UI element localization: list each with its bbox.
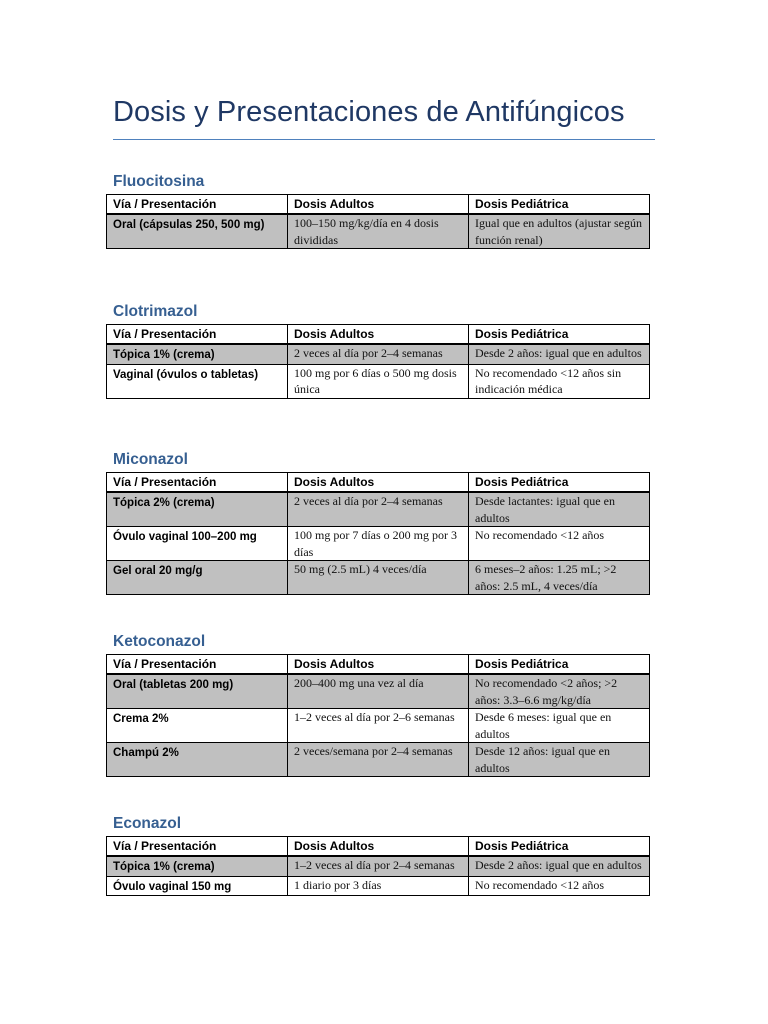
table-row — [107, 364, 650, 398]
column-header-presentation: Vía / Presentación — [107, 325, 288, 345]
drug-heading: Econazol — [113, 815, 182, 832]
column-header-pediatric-dose: Dosis Pediátrica — [469, 655, 650, 675]
title-divider — [113, 139, 655, 140]
column-header-adult-dose: Dosis Adultos — [288, 325, 469, 345]
drug-heading: Clotrimazol — [113, 303, 198, 320]
table-row — [107, 561, 650, 595]
cell-pediatric-dose: Igual que en adultos (ajustar según función renal) — [469, 214, 650, 249]
cell-pediatric-dose: 6 meses–2 años: 1.25 mL; >2 años: 2.5 mL, 4 veces/día — [469, 561, 650, 595]
drug-heading: Ketoconazol — [113, 633, 206, 650]
cell-adult-dose: 2 veces al día por 2–4 semanas — [288, 344, 469, 364]
drug-section — [106, 630, 649, 777]
dosage-table — [106, 836, 650, 896]
cell-adult-dose: 2 veces al día por 2–4 semanas — [288, 492, 469, 527]
cell-presentation: Tópica 1% (crema) — [107, 856, 288, 876]
cell-pediatric-dose: No recomendado <12 años — [469, 527, 650, 561]
column-header-adult-dose: Dosis Adultos — [288, 195, 469, 215]
table-header-row — [107, 473, 650, 493]
cell-presentation: Óvulo vaginal 150 mg — [107, 876, 288, 896]
column-header-presentation: Vía / Presentación — [107, 837, 288, 857]
dosage-table — [106, 654, 650, 777]
drug-section — [106, 170, 649, 249]
cell-presentation: Crema 2% — [107, 709, 288, 743]
column-header-presentation: Vía / Presentación — [107, 195, 288, 215]
cell-pediatric-dose: Desde lactantes: igual que en adultos — [469, 492, 650, 527]
cell-adult-dose: 2 veces/semana por 2–4 semanas — [288, 743, 469, 777]
cell-pediatric-dose: No recomendado <12 años — [469, 876, 650, 896]
dosage-table — [106, 194, 650, 249]
cell-presentation: Gel oral 20 mg/g — [107, 561, 288, 595]
table-row — [107, 214, 650, 249]
cell-pediatric-dose: Desde 2 años: igual que en adultos — [469, 856, 650, 876]
cell-pediatric-dose: No recomendado <2 años; >2 años: 3.3–6.6 mg/kg/día — [469, 674, 650, 709]
cell-adult-dose: 100–150 mg/kg/día en 4 dosis divididas — [288, 214, 469, 249]
column-header-adult-dose: Dosis Adultos — [288, 837, 469, 857]
column-header-pediatric-dose: Dosis Pediátrica — [469, 195, 650, 215]
table-row — [107, 344, 650, 364]
column-header-pediatric-dose: Dosis Pediátrica — [469, 473, 650, 493]
cell-presentation: Champú 2% — [107, 743, 288, 777]
table-header-row — [107, 655, 650, 675]
table-row — [107, 876, 650, 896]
column-header-presentation: Vía / Presentación — [107, 655, 288, 675]
table-row — [107, 743, 650, 777]
cell-adult-dose: 1–2 veces al día por 2–4 semanas — [288, 856, 469, 876]
cell-adult-dose: 50 mg (2.5 mL) 4 veces/día — [288, 561, 469, 595]
column-header-pediatric-dose: Dosis Pediátrica — [469, 837, 650, 857]
column-header-adult-dose: Dosis Adultos — [288, 473, 469, 493]
table-header-row — [107, 837, 650, 857]
cell-presentation: Vaginal (óvulos o tabletas) — [107, 364, 288, 398]
cell-presentation: Oral (tabletas 200 mg) — [107, 674, 288, 709]
cell-presentation: Oral (cápsulas 250, 500 mg) — [107, 214, 288, 249]
drug-section — [106, 300, 649, 399]
dosage-table — [106, 324, 650, 399]
table-header-row — [107, 325, 650, 345]
cell-adult-dose: 100 mg por 6 días o 500 mg dosis única — [288, 364, 469, 398]
table-header-row — [107, 195, 650, 215]
table-row — [107, 527, 650, 561]
dosage-table — [106, 472, 650, 595]
cell-adult-dose: 1–2 veces al día por 2–6 semanas — [288, 709, 469, 743]
cell-presentation: Tópica 1% (crema) — [107, 344, 288, 364]
cell-pediatric-dose: Desde 6 meses: igual que en adultos — [469, 709, 650, 743]
table-row — [107, 674, 650, 709]
table-row — [107, 709, 650, 743]
column-header-adult-dose: Dosis Adultos — [288, 655, 469, 675]
page-title: Dosis y Presentaciones de Antifúngicos — [113, 96, 625, 128]
cell-adult-dose: 1 diario por 3 días — [288, 876, 469, 896]
cell-pediatric-dose: Desde 2 años: igual que en adultos — [469, 344, 650, 364]
cell-presentation: Óvulo vaginal 100–200 mg — [107, 527, 288, 561]
cell-adult-dose: 100 mg por 7 días o 200 mg por 3 días — [288, 527, 469, 561]
drug-section — [106, 812, 649, 896]
cell-pediatric-dose: Desde 12 años: igual que en adultos — [469, 743, 650, 777]
cell-adult-dose: 200–400 mg una vez al día — [288, 674, 469, 709]
cell-pediatric-dose: No recomendado <12 años sin indicación médica — [469, 364, 650, 398]
cell-presentation: Tópica 2% (crema) — [107, 492, 288, 527]
drug-heading: Fluocitosina — [113, 173, 205, 190]
column-header-pediatric-dose: Dosis Pediátrica — [469, 325, 650, 345]
table-row — [107, 492, 650, 527]
table-row — [107, 856, 650, 876]
drug-heading: Miconazol — [113, 451, 188, 468]
column-header-presentation: Vía / Presentación — [107, 473, 288, 493]
drug-section — [106, 448, 649, 595]
